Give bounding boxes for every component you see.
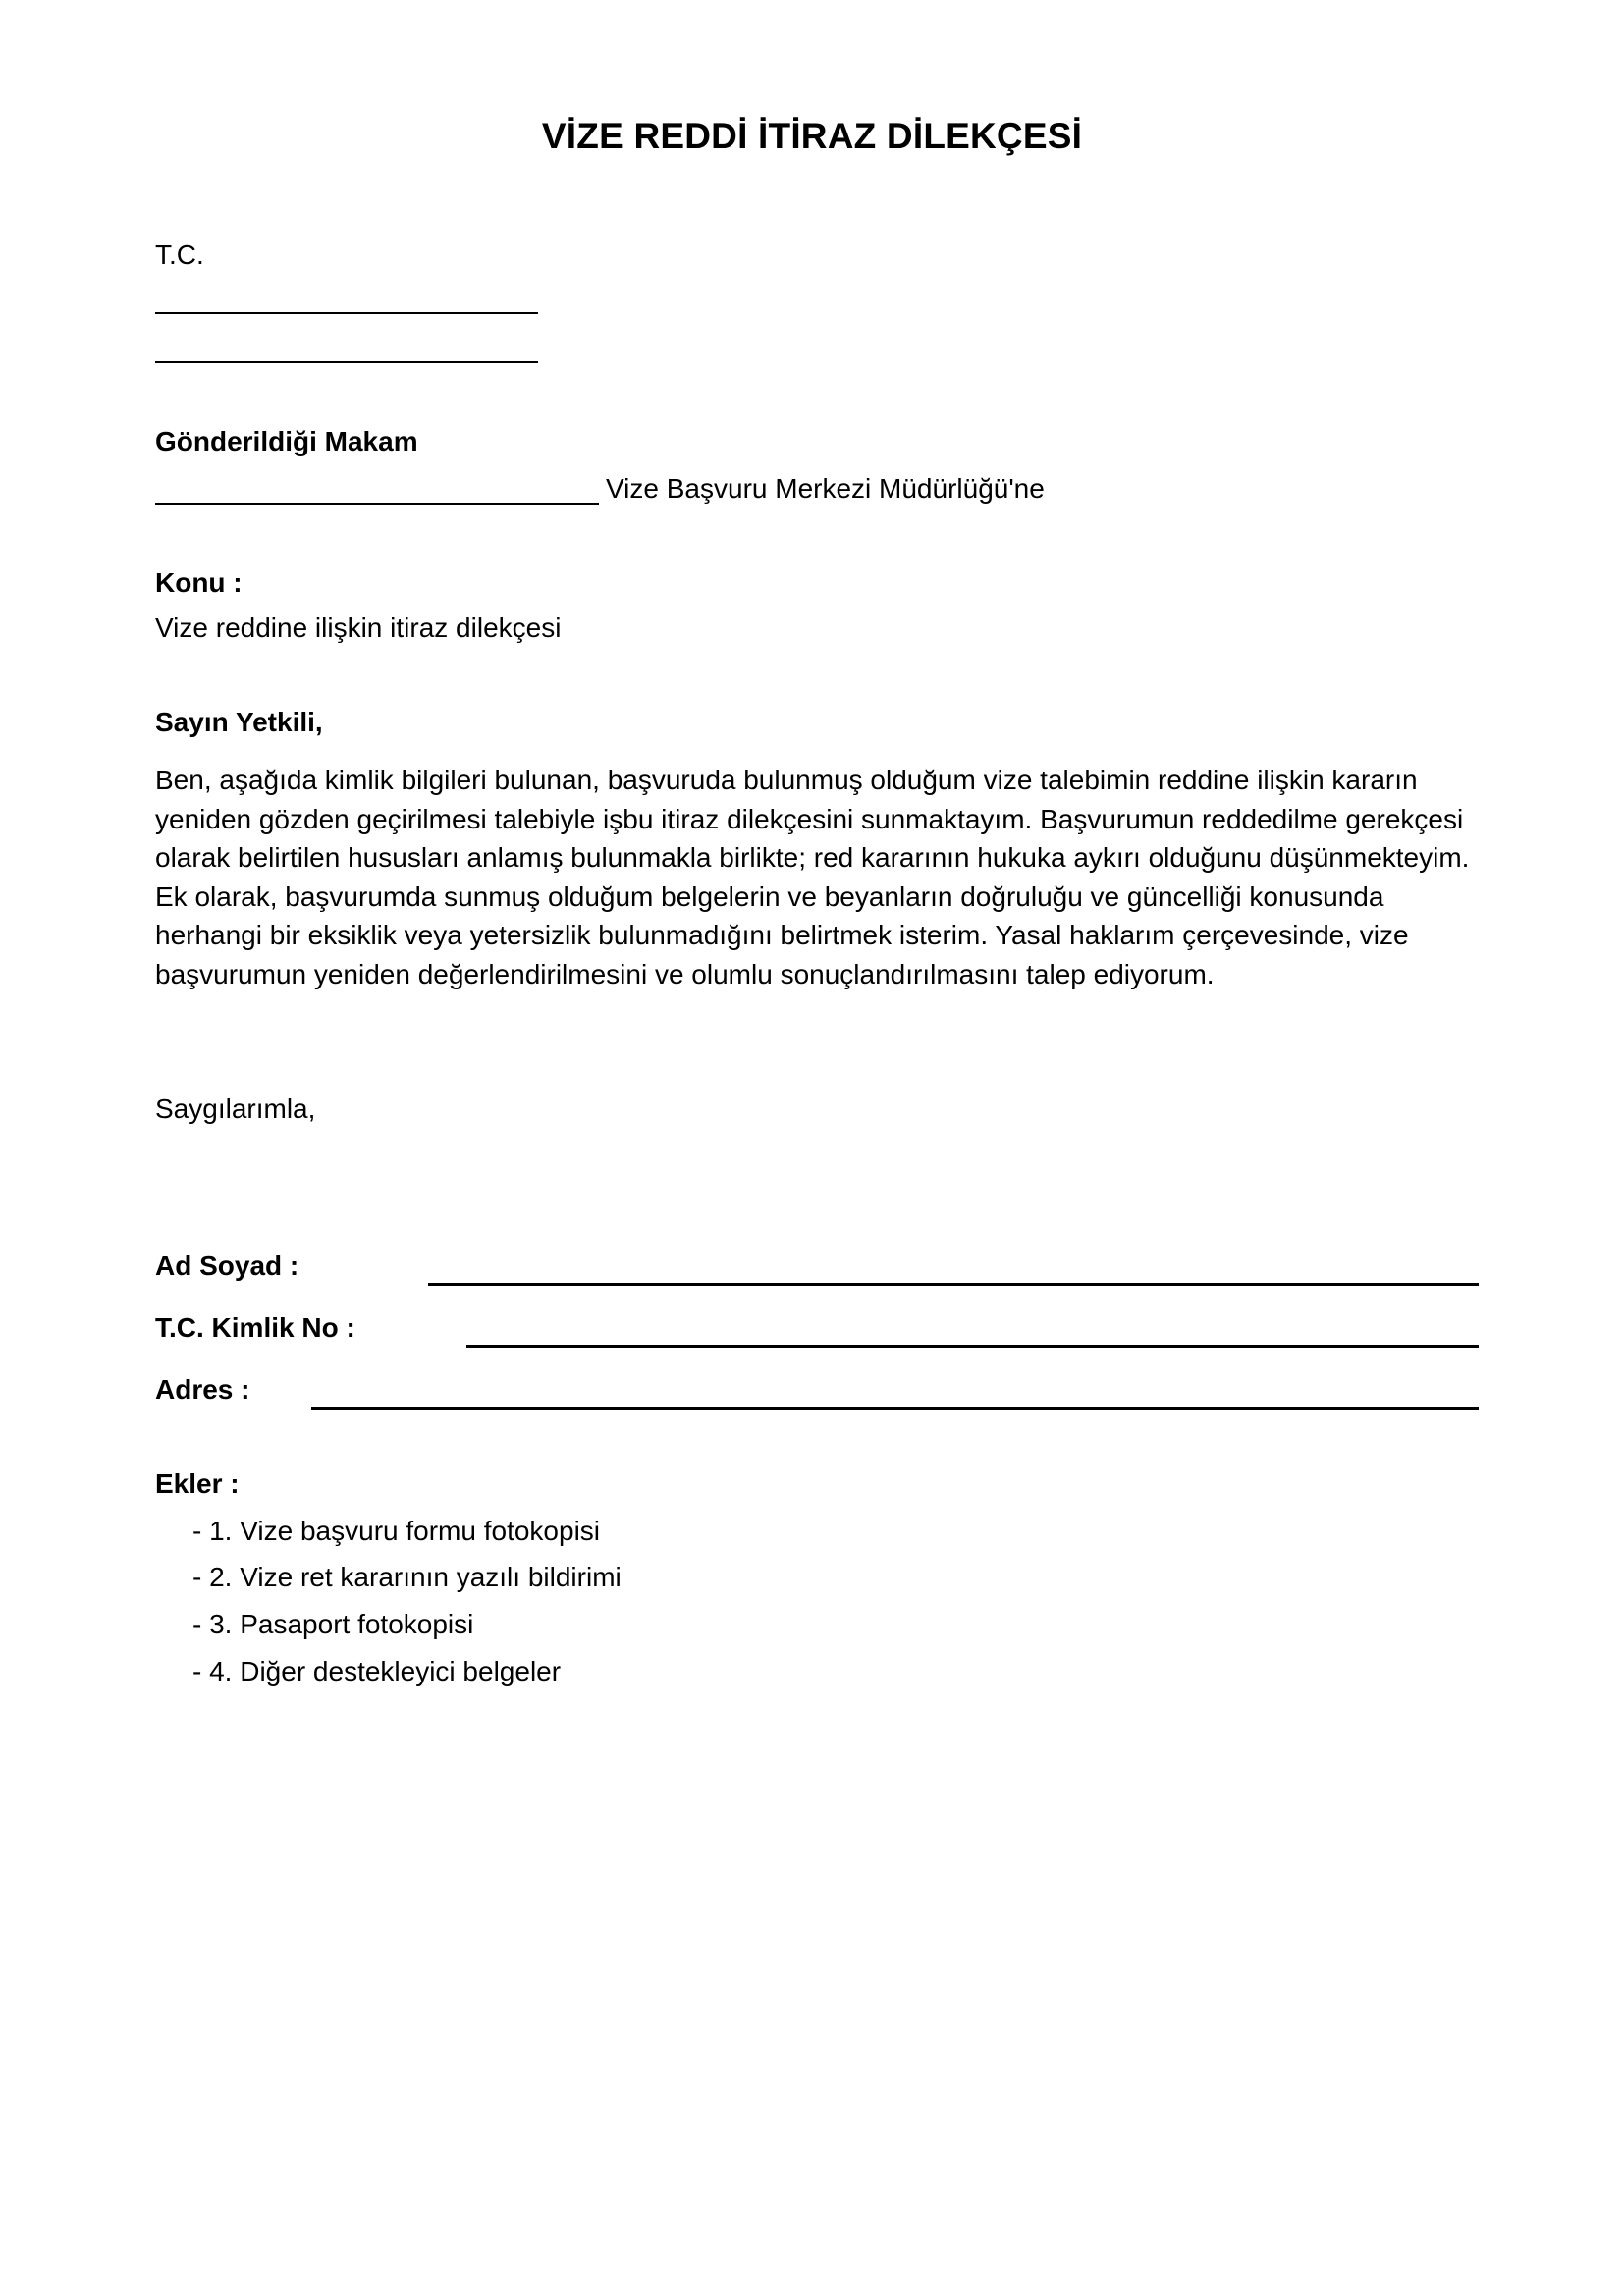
body-line: başvurumun yeniden değerlendirilmesini ve olumlu sonuçlandırılmasını talep ediyorum. [155,958,1215,989]
id-field-line[interactable] [466,1345,1479,1348]
institution-blank-line-1[interactable] [155,312,538,314]
name-label: Ad Soyad : [155,1251,299,1281]
attachment-item: - 1. Vize başvuru formu fotokopisi [192,1516,601,1546]
name-field-line[interactable] [428,1283,1479,1286]
body-line: olarak belirtilen hususları anlamış bulunmakla birlikte; red kararının hukuka aykırı olduğunu düşünmekteyim. [155,842,1470,873]
body-line: herhangi bir eksiklik veya yetersizlik bulunmadığını belirtmek isterim. Yasal haklarım çerçevesinde, vize [155,920,1409,950]
subject-label: Konu : [155,567,243,598]
body-line: yeniden gözden geçirilmesi talebiyle işbu itiraz dilekçesini sunmaktayım. Başvurumun reddedilme gerekçesi [155,803,1464,834]
institution-blank-line-2[interactable] [155,361,538,363]
closing: Saygılarımla, [155,1094,316,1124]
attachment-item: - 3. Pasaport fotokopisi [192,1609,474,1639]
salutation: Sayın Yetkili, [155,707,323,737]
header-tc: T.C. [155,240,204,270]
attachment-item: - 4. Diğer destekleyici belgeler [192,1656,562,1686]
recipient-blank-line[interactable] [155,503,599,505]
body-paragraph [155,761,1481,993]
document-title: VİZE REDDİ İTİRAZ DİLEKÇESİ [541,116,1083,156]
body-line: Ben, aşağıda kimlik bilgileri bulunan, başvuruda bulunmuş olduğum vize talebimin reddine ilişkin kararın [155,765,1418,795]
address-field-line[interactable] [311,1407,1479,1410]
subject-text: Vize reddine ilişkin itiraz dilekçesi [155,613,562,643]
id-label: T.C. Kimlik No : [155,1312,355,1343]
recipient-suffix: Vize Başvuru Merkezi Müdürlüğü'ne [606,473,1045,504]
attachment-item: - 2. Vize ret kararının yazılı bildirimi [192,1562,622,1592]
address-label: Adres : [155,1374,250,1405]
body-line: Ek olarak, başvurumda sunmuş olduğum belgelerin ve beyanların doğruluğu ve güncelliği konusunda [155,881,1384,912]
recipient-label: Gönderildiği Makam [155,426,418,456]
attachments-label: Ekler : [155,1468,240,1499]
